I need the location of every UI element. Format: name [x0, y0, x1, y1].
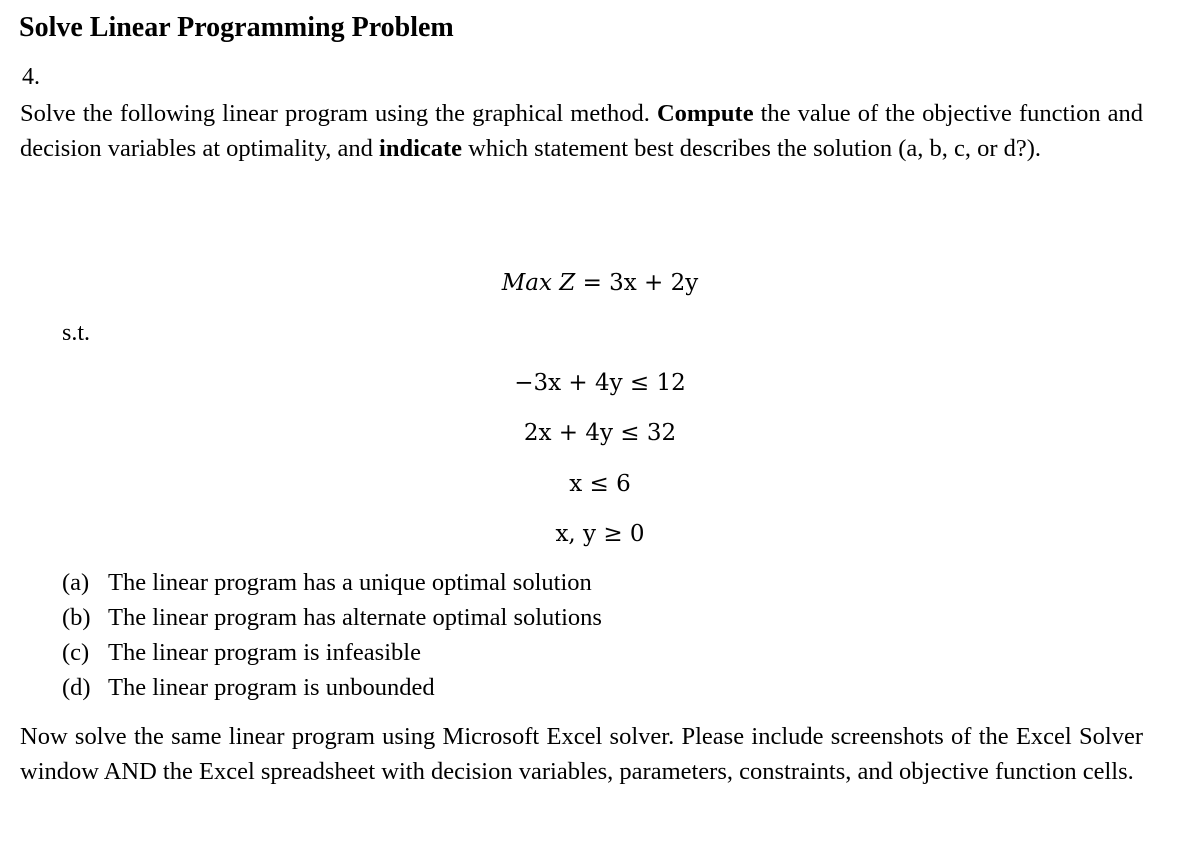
constraint-nonnegativity: x, y ≥ 0 [555, 521, 645, 547]
option-b-label: (b) [62, 604, 91, 631]
option-d [62, 670, 602, 705]
constraint-3: x ≤ 6 [569, 471, 631, 497]
answer-options [62, 565, 602, 705]
subject-to-label: s.t. [62, 320, 91, 346]
option-c-text: The linear program is infeasible [108, 639, 421, 666]
objective-variable: Z [559, 270, 576, 296]
option-a-text: The linear program has a unique optimal solution [108, 569, 592, 596]
objective-prefix: Max [501, 270, 552, 296]
excel-solver-instructions: Now solve the same linear program using Microsoft Excel solver. Please include screenshots of the Excel Solver window AND the Excel spreadsheet with decision variables, parameters, constraints, and objective function cells. [20, 723, 1143, 785]
instructions-text-2: the value of the objective function and decision variables at optimality, and [20, 100, 1144, 162]
constraint-1: −3x + 4y ≤ 12 [514, 370, 686, 396]
instructions-emphasis-indicate: indicate [379, 135, 463, 162]
instructions-emphasis-compute: Compute [656, 100, 754, 127]
objective-expression: = 3x + 2y [582, 270, 699, 296]
page-title: Solve Linear Programming Problem [19, 12, 454, 43]
option-c [62, 635, 602, 670]
instructions-text-3: which statement best describes the solution (a, b, c, or d?). [468, 135, 1042, 162]
option-a-label: (a) [62, 569, 90, 596]
option-d-label: (d) [62, 674, 91, 701]
option-c-label: (c) [62, 639, 90, 666]
question-instructions [20, 96, 1143, 166]
option-b-text: The linear program has alternate optimal solutions [108, 604, 602, 631]
option-a [62, 565, 602, 600]
question-number: 4. [22, 64, 40, 90]
constraint-2: 2x + 4y ≤ 32 [523, 420, 677, 446]
option-d-text: The linear program is unbounded [108, 674, 435, 701]
objective-function [0, 268, 1184, 298]
option-b [62, 600, 602, 635]
instructions-text-1: Solve the following linear program using the graphical method. [20, 100, 650, 127]
